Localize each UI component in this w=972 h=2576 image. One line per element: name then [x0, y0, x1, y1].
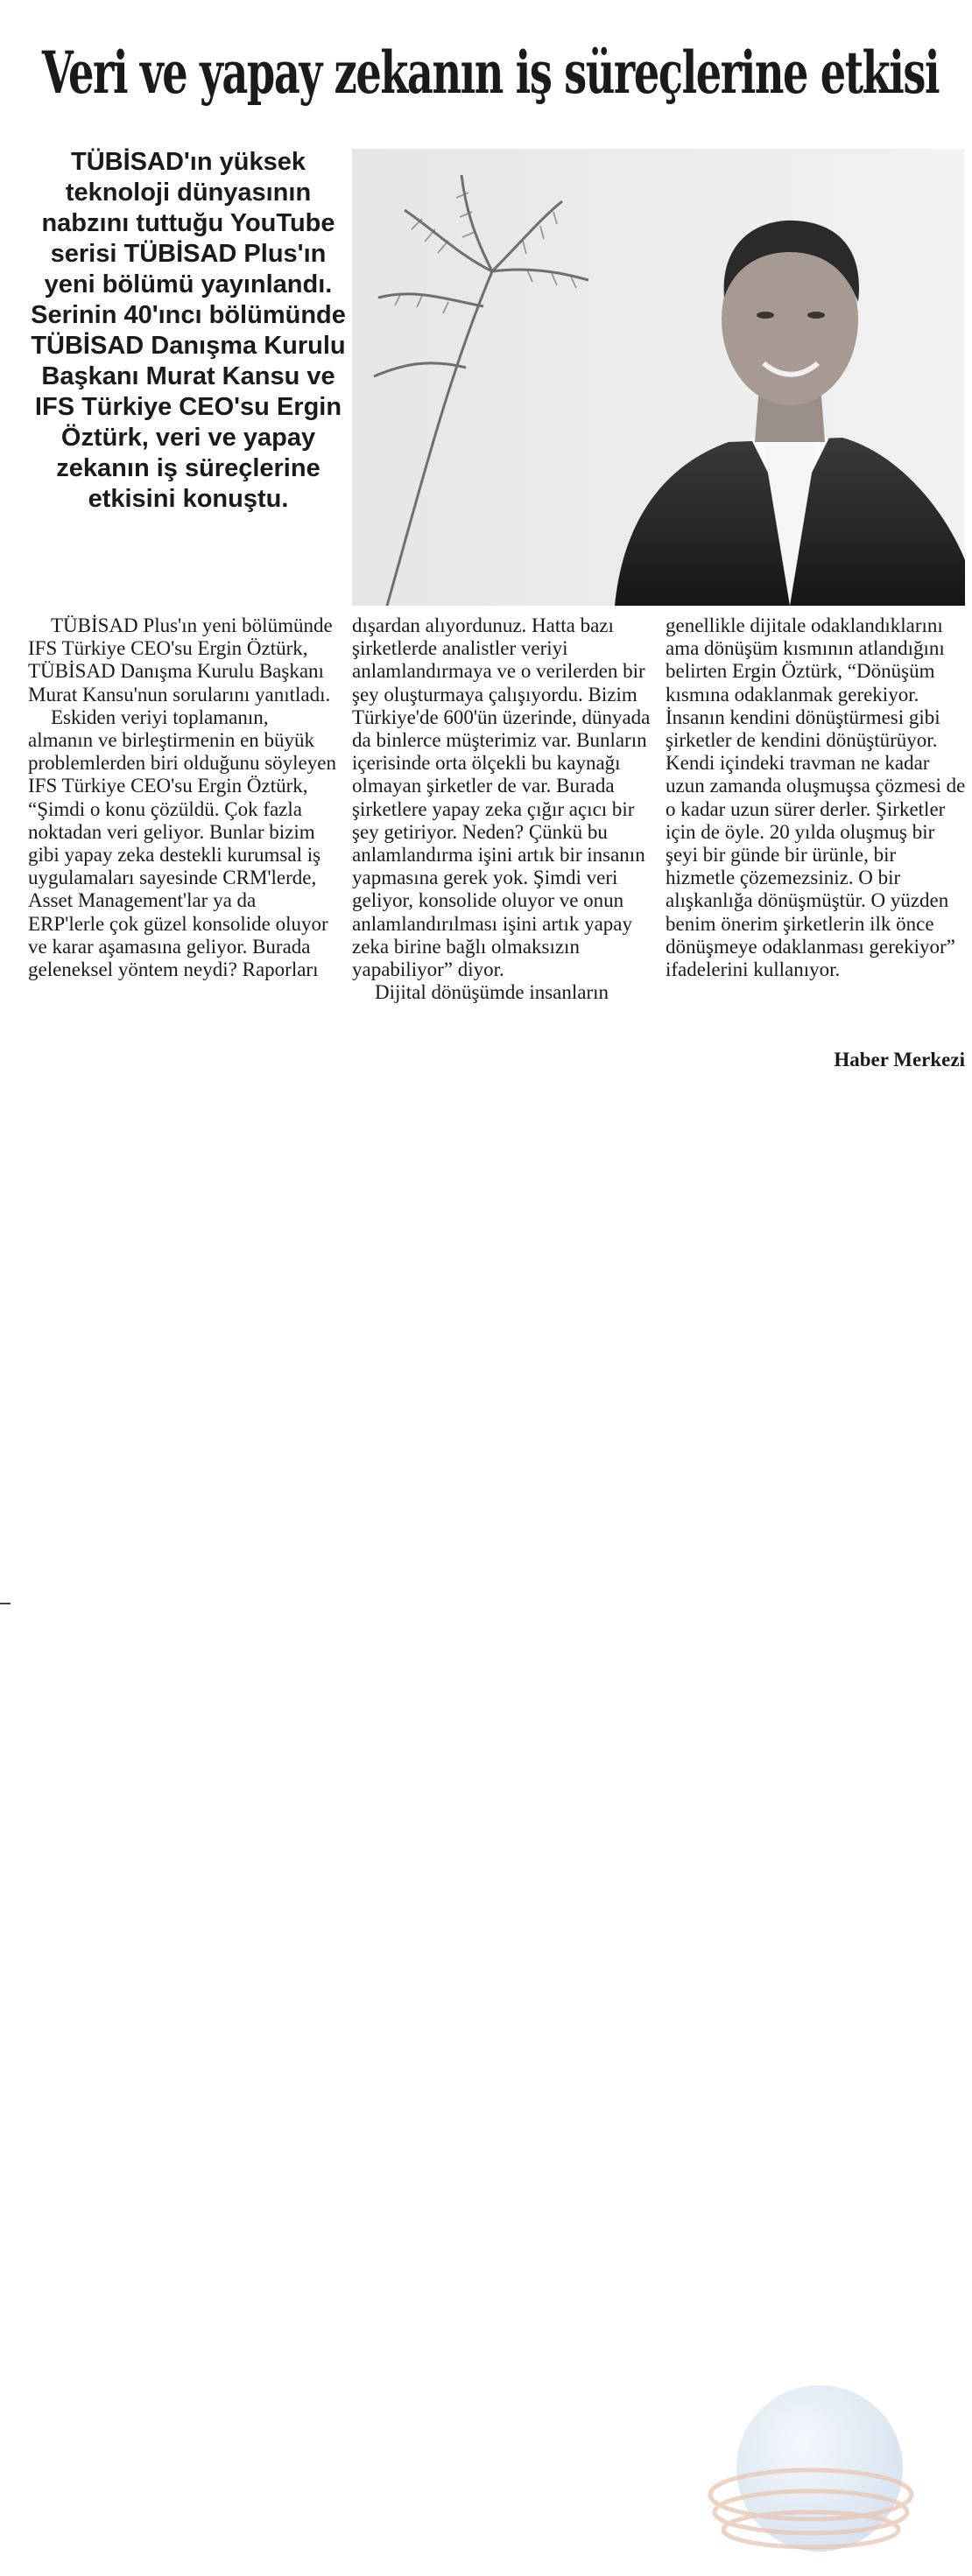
article-column-1 — [28, 614, 336, 981]
paragraph: TÜBİSAD Plus'ın yeni bölümünde IFS Türkiye CEO'su Ergin Öztürk, TÜBİSAD Danışma Kurulu Başkanı Murat Kansu'nun sorularını yanıtladı. — [28, 614, 333, 705]
headline: Veri ve yapay zekanın iş süreçlerine etkisi — [41, 39, 940, 107]
globe-icon — [706, 2363, 916, 2573]
portrait-image — [352, 149, 965, 606]
paragraph: genellikle dijitale odaklandıklarını ama dönüşüm kısmının atlandığını belirten Ergin Öztürk, “Dönüşüm kısmına odaklanmak gerekiyor. İnsanın kendini dönüştürmesi gibi şirketler de kendini dönüştürüyor. Kendi içindeki travman ne kadar uzun zamanda oluşmuşsa çözmesi de o kadar uzun sürer derler. Şirketler için de öyle. 20 yılda oluşmuş bir şeyi bir günde bir ürünle, bir hizmetle çözemezsiniz. O bir alışkanlığa dönüşmüştür. O yüzden benim önerim şirketlerin ilk önce dönüşmeye odaklanması gerekiyor” ifadelerini kullanıyor. — [666, 614, 966, 981]
article-column-2 — [352, 614, 654, 1004]
page-edge-mark — [0, 1603, 11, 1604]
article-column-3 — [666, 614, 968, 981]
globe-logo-watermark — [706, 2363, 916, 2573]
paragraph: Eskiden veriyi toplamanın, almanın ve birleştirmenin en büyük problemlerden biri olduğunu söyleyen IFS Türkiye CEO'su Ergin Öztürk, “Şimdi o konu çözüldü. Çok fazla noktadan veri geliyor. Bunlar bizim gibi yapay zeka destekli kurumsal iş uygulamaları sayesinde CRM'lerde, Asset Management'lar ya da ERP'lerle çok güzel konsolide oluyor ve karar aşamasına geliyor. Burada geleneksel yöntem neydi? Raporları — [28, 705, 336, 981]
paragraph: Dijital dönüşümde insanların — [375, 981, 609, 1004]
lede-paragraph: TÜBİSAD'ın yüksek teknoloji dünyasının nabzını tuttuğu YouTube serisi TÜBİSAD Plus'ın yeni bölümü yayınlandı. Serinin 40'ıncı bölümünde TÜBİSAD Danışma Kurulu Başkanı Murat Kansu ve IFS Türkiye CEO'su Ergin Öztürk, veri ve yapay zekanın iş süreçlerine etkisini konuştu. — [31, 148, 346, 513]
byline: Haber Merkezi — [834, 1049, 965, 1070]
portrait-photo — [352, 149, 965, 606]
paragraph: dışardan alıyordunuz. Hatta bazı şirketlerde analistler veriyi anlamlandırmaya ve o verilerden bir şey oluşturmaya çalışıyordu. Bizim Türkiye'de 600'ün üzerinde, dünyada da binlerce müşterimiz var. Bunların içerisinde orta ölçekli bu kaynağı olmayan şirketler de var. Burada şirketlere yapay zeka çığır açıcı bir şey getiriyor. Neden? Çünkü bu anlamlandırma işini artık bir insanın yapmasına gerek yok. Şimdi veri geliyor, konsolide oluyor ve onun anlamlandırılması işini artık yapay zeka birine bağlı olmaksızın yapabiliyor” diyor. — [352, 614, 651, 981]
